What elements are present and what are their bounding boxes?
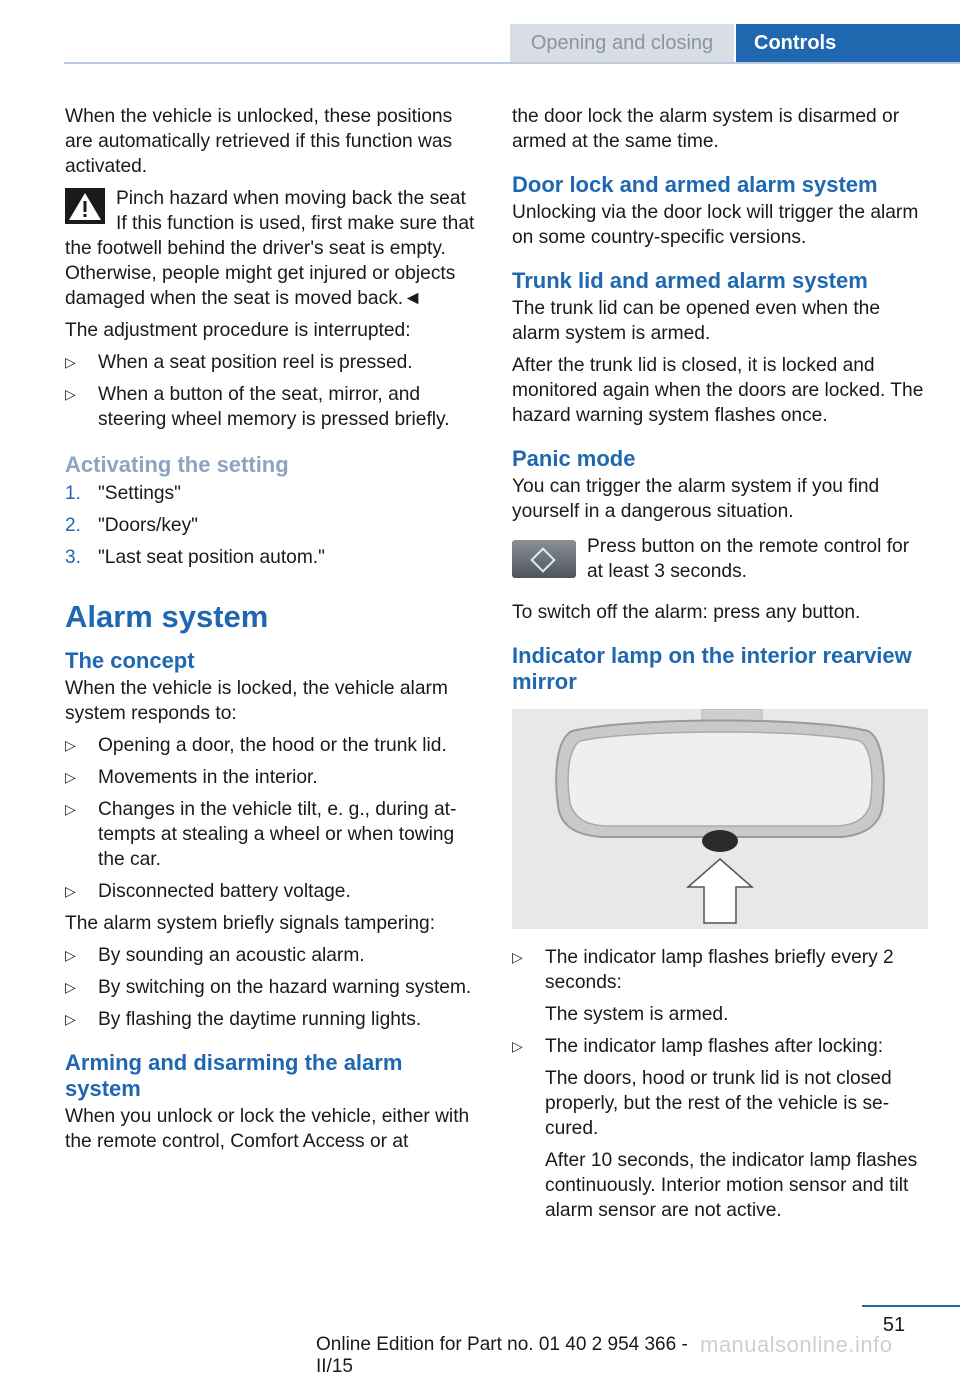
trunk-text-1: The trunk lid can be opened even when the alarm system is armed. (512, 298, 881, 344)
trunk-text-2: After the trunk lid is closed, it is locked and monitored again when the doors are locked. The hazard warning system flashes once. (512, 355, 924, 426)
concept-list (65, 733, 475, 904)
warning-body: If this function is used, first make sure that the footwell behind the driver's seat is empty. Otherwise, people might get injured or objects damaged when the seat is moved back.◄ (65, 213, 475, 309)
page-header (0, 0, 960, 64)
list-item: ▷ The indicator lamp flashes after locking: (512, 1036, 884, 1057)
page-number: 51 (882, 1314, 906, 1336)
chapter-tab: Controls (736, 24, 960, 62)
list-item: ▷ The indicator lamp flashes briefly every 2 seconds: (512, 947, 894, 993)
interrupt-intro: The adjustment procedure is interrupted: (65, 320, 411, 341)
indicator-sub: The system is armed. (545, 1004, 729, 1025)
warning-block (65, 186, 475, 311)
list-item: ▷ Movements in the interior. (65, 767, 318, 788)
bullet-triangle-icon: ▷ (65, 737, 76, 753)
header-rule (64, 62, 960, 64)
doorlock-text: Unlocking via the door lock will trigger the alarm on some country-specific versions. (512, 202, 919, 248)
bullet-triangle-icon: ▷ (512, 1038, 523, 1054)
remote-panic-button-icon (512, 540, 576, 578)
bullet-triangle-icon: ▷ (65, 979, 76, 995)
panic-button-block (512, 534, 928, 584)
indicator-sub: After 10 seconds, the indicator lamp flashes continuously. Interior motion sensor and tilt alarm sensor are not active. (545, 1150, 918, 1221)
bullet-triangle-icon: ▷ (65, 947, 76, 963)
bullet-triangle-icon: ▷ (65, 801, 76, 817)
warning-triangle-icon (65, 188, 105, 224)
edition-text: Online Edition for Part no. 01 40 2 954 366 - II/15 (316, 1334, 688, 1377)
concept-heading: The concept (65, 648, 195, 673)
mirror-drawing (512, 709, 928, 929)
activating-heading: Activating the setting (65, 452, 289, 477)
continued-paragraph: the door lock the alarm system is disarmed or armed at the same time. (512, 106, 900, 152)
list-item: ▷ When a seat position reel is pressed. (65, 352, 413, 373)
trunk-heading: Trunk lid and armed alarm system (512, 268, 868, 293)
intro-paragraph: When the vehicle is unlocked, these positions are automatically retrieved if this function was activated. (65, 106, 453, 177)
rearview-mirror-illustration (512, 709, 928, 929)
panic-text: You can trigger the alarm system if you find yourself in a dangerous situation. (512, 476, 880, 522)
steps-list (65, 481, 475, 570)
interrupt-list (65, 350, 475, 432)
section-tab: Opening and closing (510, 24, 734, 62)
tamper-intro: The alarm system briefly signals tampering: (65, 913, 436, 934)
list-item: ▷ Disconnected battery voltage. (65, 881, 351, 902)
indicator-list (512, 1034, 928, 1059)
list-item: ▷ By sounding an acoustic alarm. (65, 945, 365, 966)
bullet-triangle-icon: ▷ (65, 354, 76, 370)
warning-title: Pinch hazard when moving back the seat (116, 188, 466, 209)
right-column (512, 104, 928, 1230)
concept-intro: When the vehicle is locked, the vehicle alarm system responds to: (65, 678, 448, 724)
step-item: 1. "Settings" (65, 483, 181, 504)
alarm-system-heading: Alarm system (65, 599, 269, 634)
panic-button-text: Press button on the remote control for at least 3 seconds. (587, 536, 910, 582)
list-item: ▷ Changes in the vehicle tilt, e. g., during attempts at stealing a wheel or when towing the car. (65, 799, 457, 870)
switch-off-text: To switch off the alarm: press any button. (512, 602, 861, 623)
list-item: ▷ When a button of the seat, mirror, and steering wheel memory is pressed briefly. (65, 384, 450, 430)
arming-heading: Arming and disarming the alarm system (65, 1050, 403, 1101)
step-item: 3. "Last seat position autom." (65, 547, 325, 568)
indicator-sub: The doors, hood or trunk lid is not closed properly, but the rest of the vehicle is secured. (545, 1068, 892, 1139)
bullet-triangle-icon: ▷ (512, 949, 523, 965)
list-item: ▷ Opening a door, the hood or the trunk lid. (65, 735, 447, 756)
doorlock-heading: Door lock and armed alarm system (512, 172, 878, 197)
footer-rule (862, 1305, 960, 1307)
indicator-list (512, 945, 928, 995)
bullet-triangle-icon: ▷ (65, 1011, 76, 1027)
bullet-triangle-icon: ▷ (65, 386, 76, 402)
indicator-heading: Indicator lamp on the interior rearview mirror (512, 643, 912, 694)
list-item: ▷ By switching on the hazard warning system. (65, 977, 472, 998)
step-item: 2. "Doors/key" (65, 515, 198, 536)
arming-text: When you unlock or lock the vehicle, either with the remote control, Comfort Access or at (65, 1106, 470, 1152)
tamper-list (65, 943, 475, 1032)
bullet-triangle-icon: ▷ (65, 883, 76, 899)
left-column (65, 104, 475, 1161)
panic-heading: Panic mode (512, 446, 636, 471)
watermark-text: manualsonline.info (700, 1332, 893, 1357)
list-item: ▷ By flashing the daytime running lights. (65, 1009, 422, 1030)
bullet-triangle-icon: ▷ (65, 769, 76, 785)
